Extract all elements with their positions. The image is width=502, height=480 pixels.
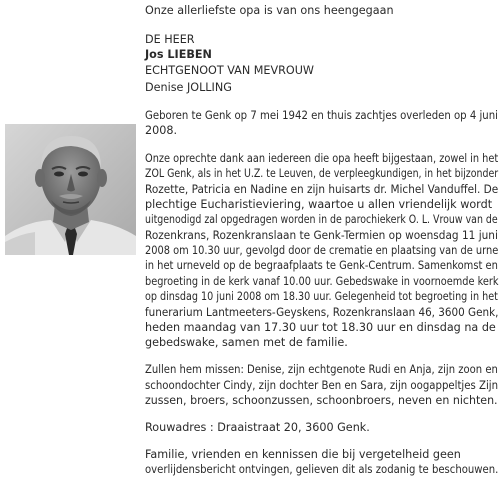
thanks-line: in het urneveld op de begraafplaats te Genk-Centrum. Samenkomst en xyxy=(145,259,498,273)
birth-line: 2008. xyxy=(145,123,178,137)
title-line: DE HEER xyxy=(145,32,195,46)
portrait-photo xyxy=(5,124,136,255)
missed-line: Zullen hem missen: Denise, zijn echtgenote Rudi en Anja, zijn zoon en xyxy=(145,363,498,377)
address-line: Rouwadres : Draaistraat 20, 3600 Genk. xyxy=(145,420,370,434)
intro-line: Onze allerliefste opa is van ons heengegaan xyxy=(145,3,394,17)
thanks-line: op dinsdag 10 juni 2008 om 18.30 uur. Gelegenheid tot begroeting in het xyxy=(145,290,498,304)
thanks-line: begroeting in de kerk vanaf 10.00 uur. Gebedswake in voornoemde kerk xyxy=(145,274,499,288)
thanks-line: Rozette, Patricia en Nadine en zijn huisarts dr. Michel Vanduffel. De xyxy=(145,182,499,196)
missed-line: schoondochter Cindy, zijn dochter Ben en Sara, zijn oogappeltjes Zijn xyxy=(145,378,499,392)
spouse-name: Denise JOLLING xyxy=(145,80,232,94)
relation-line: ECHTGENOOT VAN MEVROUW xyxy=(145,64,314,78)
thanks-line: plechtige Eucharistieviering, waartoe u allen vriendelijk wordt xyxy=(145,197,493,211)
thanks-line: funerarium Lantmeeters-Geyskens, Rozenkranslaan 46, 3600 Genk, xyxy=(145,305,499,319)
thanks-line: heden maandag van 17.30 uur tot 18.30 uur en dinsdag na de xyxy=(145,320,496,334)
thanks-line: ZOL Genk, als in het U.Z. te Leuven, de verpleegkundigen, in het bijzonder xyxy=(145,167,499,181)
thanks-line: Onze oprechte dank aan iedereen die opa heeft bijgestaan, zowel in het xyxy=(145,151,499,165)
thanks-line: Rozenkrans, Rozenkranslaan te Genk-Termien op woensdag 11 juni xyxy=(145,228,498,242)
closing-line: overlijdensbericht ontvingen, gelieven dit als zodanig te beschouwen. xyxy=(145,463,499,476)
portrait-illustration xyxy=(5,124,136,255)
thanks-line: gebedswake, samen met de familie. xyxy=(145,336,348,350)
closing-line: Familie, vrienden en kennissen die bij vergetelheid geen xyxy=(145,447,461,461)
birth-line: Geboren te Genk op 7 mei 1942 en thuis zachtjes overleden op 4 juni xyxy=(145,108,498,122)
deceased-name: Jos LIEBEN xyxy=(145,48,212,62)
missed-line: zussen, broers, schoonzussen, schoonbroers, neven en nichten. xyxy=(145,393,498,407)
thanks-line: 2008 om 10.30 uur, gevolgd door de crematie en plaatsing van de urne xyxy=(145,244,499,257)
thanks-line: uitgenodigd zal opgedragen worden in de parochiekerk O. L. Vrouw van de xyxy=(145,213,498,227)
